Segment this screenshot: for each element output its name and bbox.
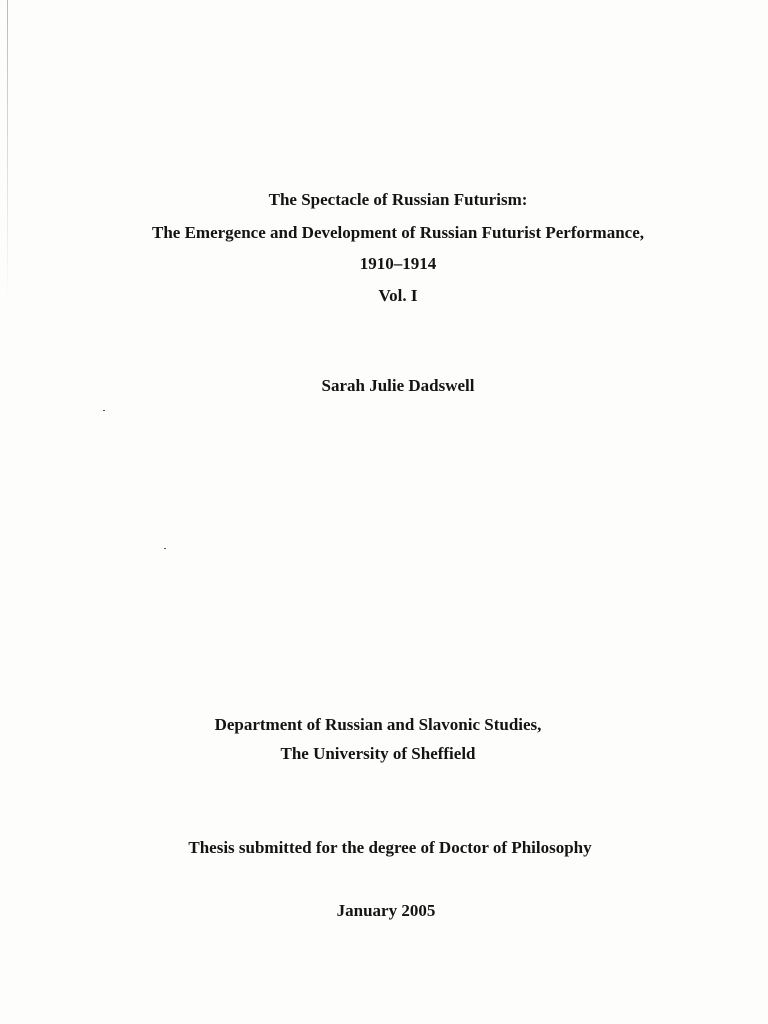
thesis-title-line-2: The Emergence and Development of Russian Futurist Performance, xyxy=(152,223,644,242)
university-name: The University of Sheffield xyxy=(280,744,476,763)
thesis-years: 1910–1914 xyxy=(359,254,437,273)
department-name: Department of Russian and Slavonic Studies, xyxy=(214,715,542,734)
author-name: Sarah Julie Dadswell xyxy=(321,376,475,395)
scan-edge-shadow xyxy=(7,0,8,300)
scan-speck xyxy=(164,548,166,549)
thesis-title-line-1: The Spectacle of Russian Futurism: xyxy=(268,190,528,209)
scan-speck xyxy=(103,410,105,411)
degree-statement: Thesis submitted for the degree of Doctor of Philosophy xyxy=(188,838,592,857)
submission-date: January 2005 xyxy=(336,901,436,920)
volume-label: Vol. I xyxy=(378,286,418,305)
